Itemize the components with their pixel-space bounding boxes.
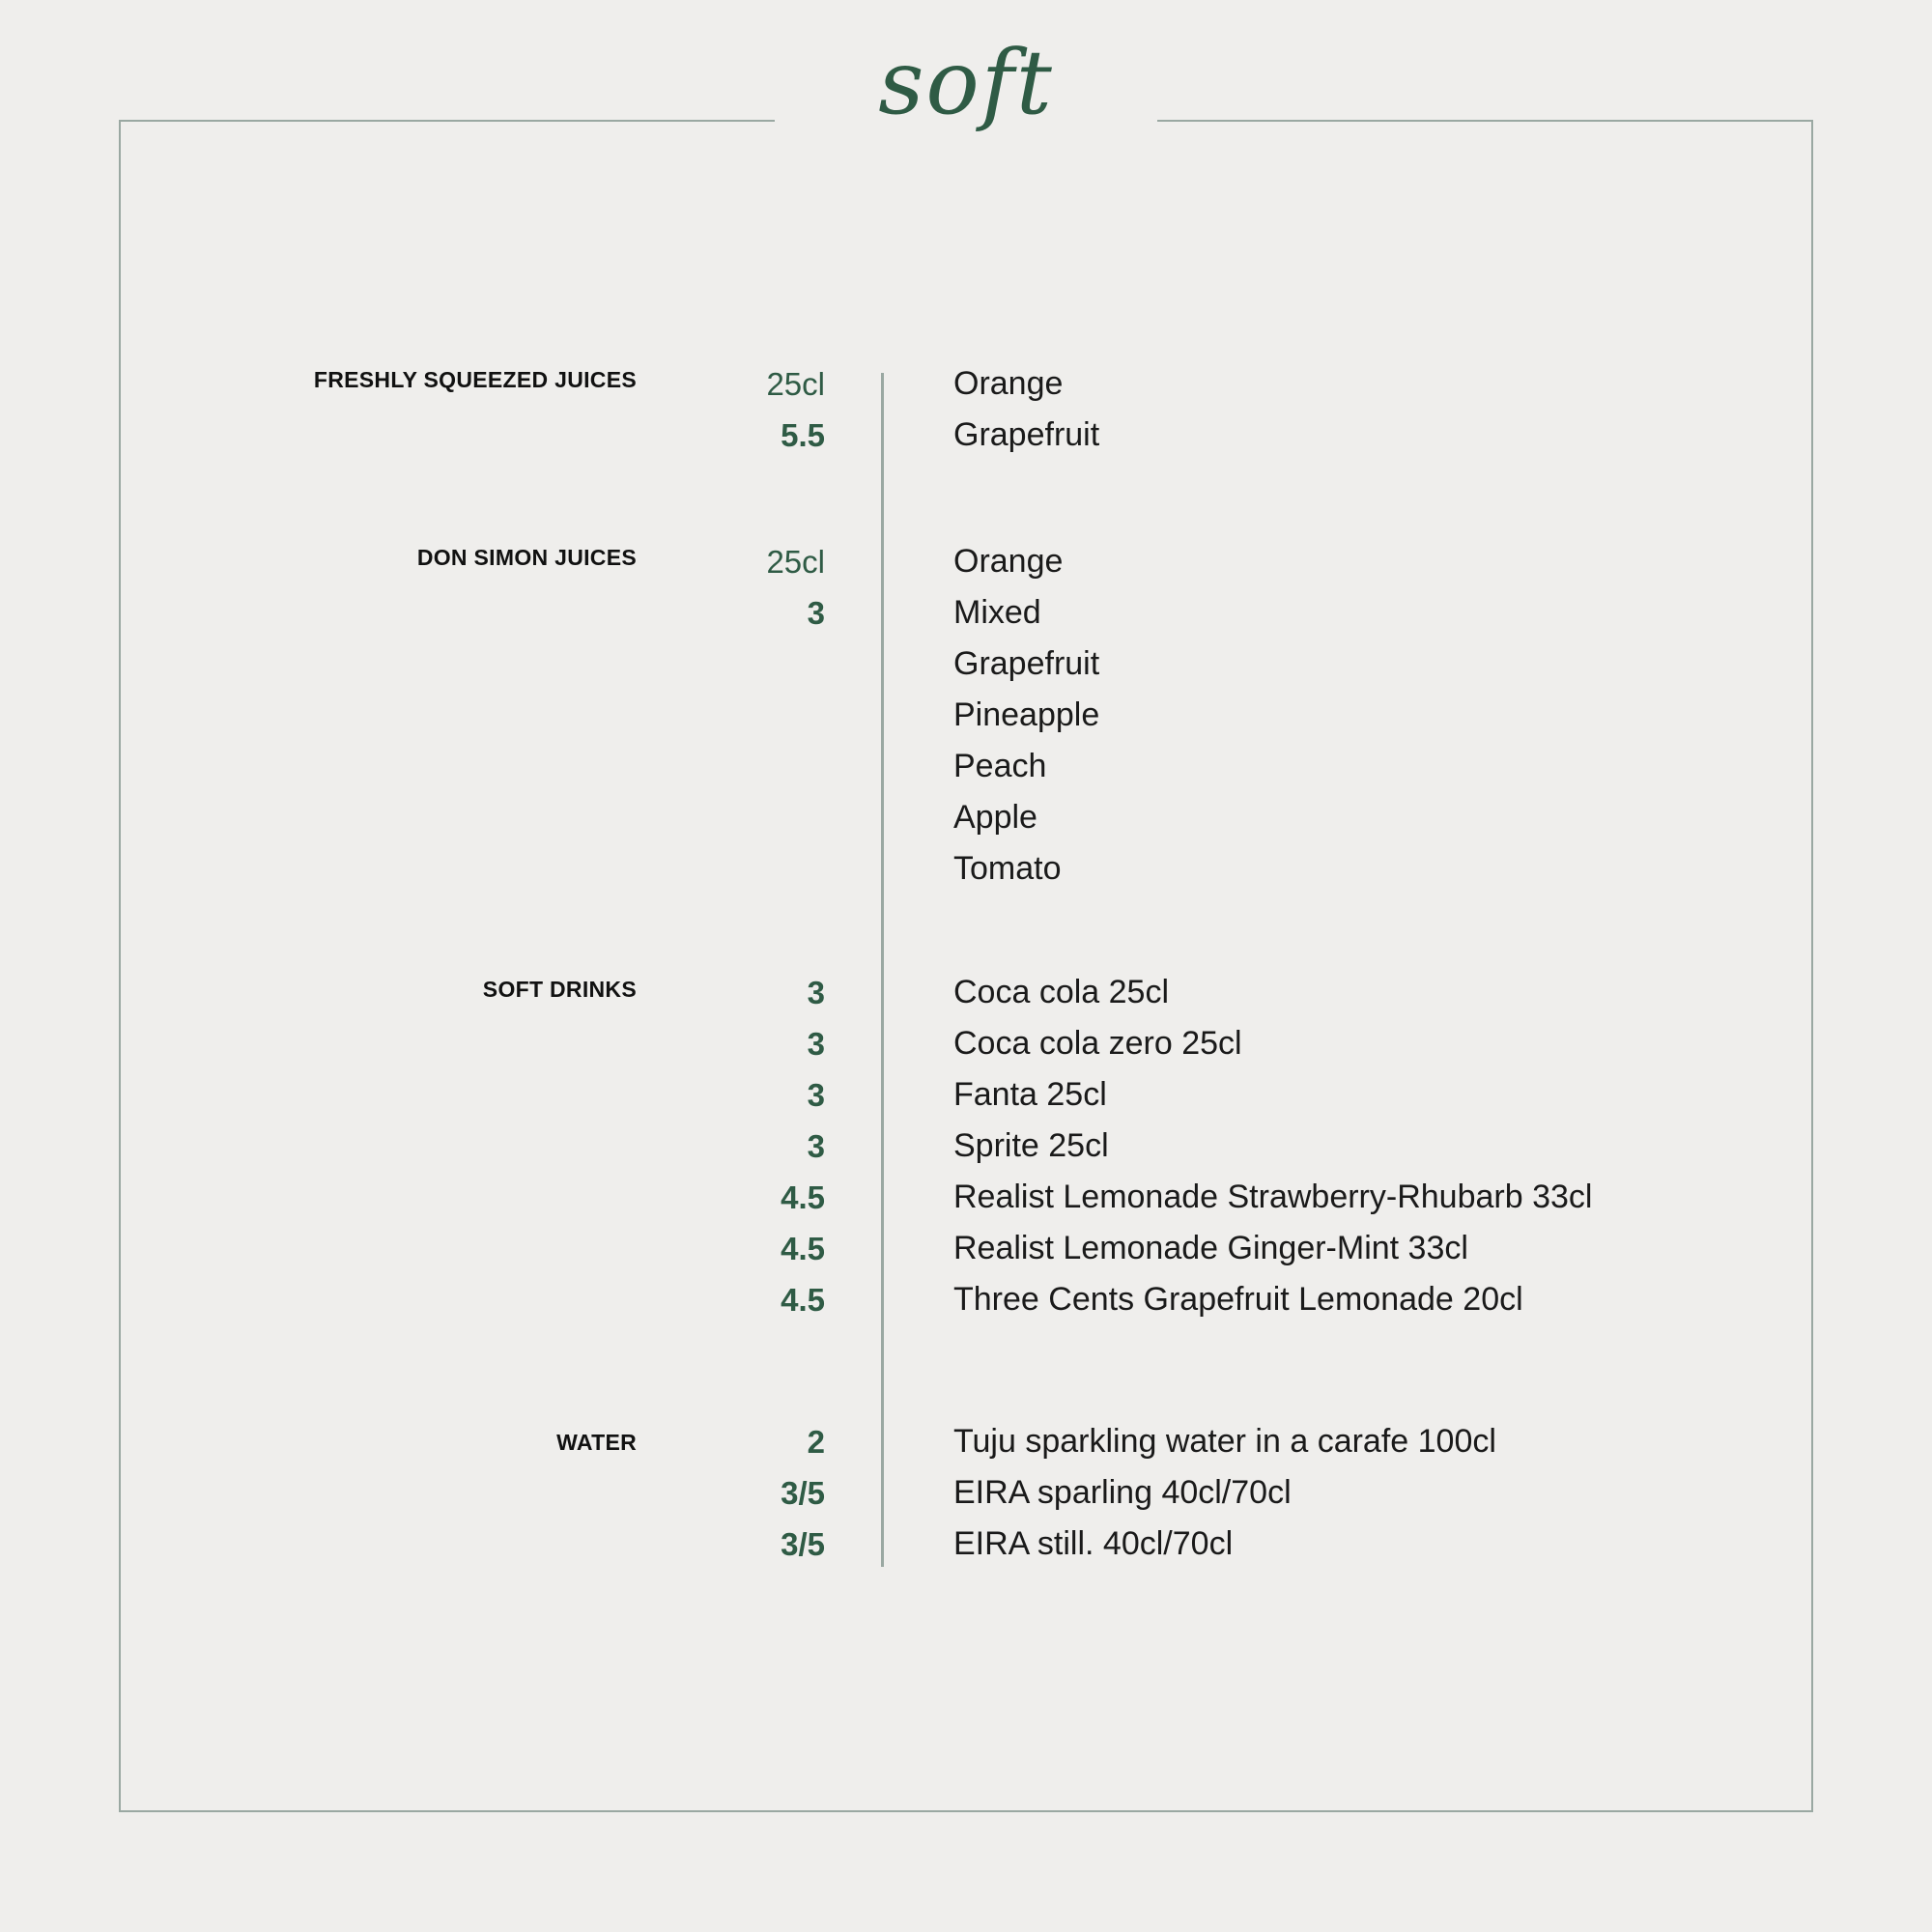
price: 4.5: [781, 1179, 825, 1215]
menu-item: Orange: [953, 543, 1064, 580]
price: 3: [807, 1128, 825, 1164]
items-column: [953, 967, 1592, 1325]
price-column: [766, 358, 825, 461]
items-column: [953, 1416, 1496, 1570]
price: 3: [807, 595, 825, 631]
items-column: [953, 536, 1099, 895]
price: 3: [807, 975, 825, 1010]
section-label: WATER: [556, 1430, 637, 1455]
menu-item: Tomato: [953, 850, 1062, 887]
menu-item: EIRA still. 40cl/70cl: [953, 1525, 1234, 1562]
menu-item: Sprite 25cl: [953, 1127, 1109, 1164]
menu-item: Grapefruit: [953, 416, 1100, 453]
section-label: SOFT DRINKS: [482, 977, 637, 1002]
price: 3: [807, 1026, 825, 1062]
size-unit: 25cl: [766, 366, 825, 402]
page-title: soft: [878, 31, 1054, 134]
menu-item: Coca cola 25cl: [953, 974, 1170, 1010]
menu-item: Pineapple: [953, 696, 1100, 733]
price: 3: [807, 1077, 825, 1113]
section-label: FRESHLY SQUEEZED JUICES: [313, 367, 637, 392]
price: 3/5: [781, 1526, 825, 1562]
menu-item: Realist Lemonade Ginger-Mint 33cl: [953, 1230, 1468, 1266]
items-column: [953, 358, 1099, 461]
menu-item: Grapefruit: [953, 645, 1100, 682]
menu-item: Tuju sparkling water in a carafe 100cl: [953, 1423, 1496, 1460]
menu-item: Mixed: [953, 594, 1041, 631]
menu-item: Orange: [953, 365, 1064, 402]
menu-item: Fanta 25cl: [953, 1076, 1107, 1113]
menu-item: Apple: [953, 799, 1037, 836]
menu-item: Realist Lemonade Strawberry-Rhubarb 33cl: [953, 1179, 1593, 1215]
price: 5.5: [781, 417, 825, 453]
price: 4.5: [781, 1231, 825, 1266]
size-unit: 25cl: [766, 544, 825, 580]
menu-item: Three Cents Grapefruit Lemonade 20cl: [953, 1281, 1523, 1318]
menu-item: EIRA sparling 40cl/70cl: [953, 1474, 1292, 1511]
price: 2: [807, 1424, 825, 1460]
column-divider: [881, 373, 884, 1567]
price-column: [766, 536, 825, 639]
price: 3/5: [781, 1475, 825, 1511]
price-column: [781, 1416, 825, 1570]
section-label: DON SIMON JUICES: [416, 545, 637, 570]
price-column: [781, 967, 825, 1325]
price: 4.5: [781, 1282, 825, 1318]
menu-item: Coca cola zero 25cl: [953, 1025, 1242, 1062]
menu-item: Peach: [953, 748, 1047, 784]
